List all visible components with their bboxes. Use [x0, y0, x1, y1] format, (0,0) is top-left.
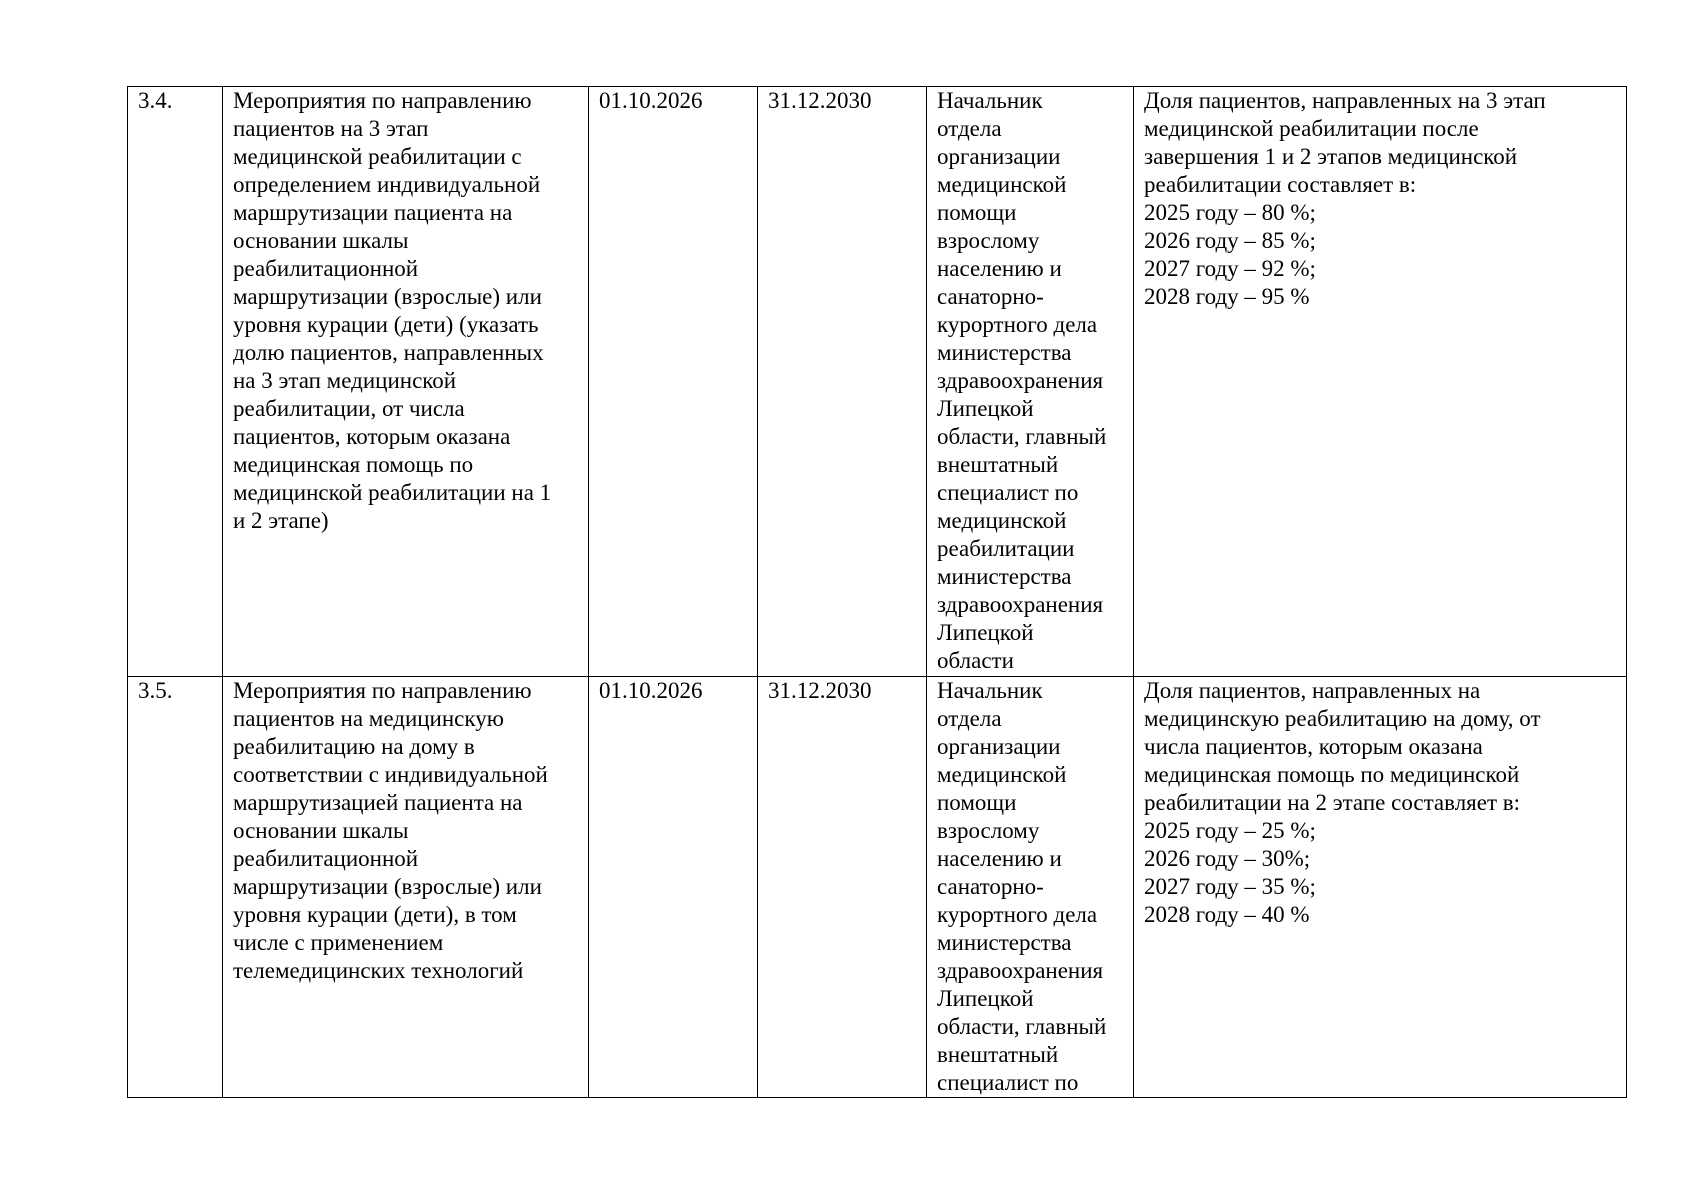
responsible-text: Начальник отдела организации медицинской помощи взрослому населению и санаторно- курортного дела министерства здравоохранения Липецкой области, главный внештатный специалист по медицинской реабилитации министерства здравоохранения Липецкой области — [937, 88, 1107, 673]
item-number-cell — [128, 677, 223, 1098]
start-date-cell — [589, 87, 758, 677]
indicator-text: Доля пациентов, направленных на 3 этап медицинской реабилитации после завершения 1 и 2 этапов медицинской реабилитации составляет в: 2025 году – 80 %; 2026 году – 85 %; 2027 году – 92 %; 2028 году – 95 % — [1144, 88, 1546, 309]
indicator-text: Доля пациентов, направленных на медицинскую реабилитацию на дому, от числа пациентов, которым оказана медицинская помощь по медицинской реабилитации на 2 этапе составляет в: 2025 году – 25 %; 2026 году – 30%; 2027 году – 35 %; 2028 году – 40 % — [1144, 678, 1541, 927]
activity-cell — [223, 677, 589, 1098]
start-date: 01.10.2026 — [599, 88, 703, 113]
responsible-text: Начальник отдела организации медицинской помощи взрослому населению и санаторно- курортного дела министерства здравоохранения Липецкой области, главный внештатный специалист по — [937, 678, 1107, 1095]
end-date: 31.12.2030 — [768, 88, 872, 113]
activity-cell — [223, 87, 589, 677]
end-date-cell — [758, 677, 927, 1098]
start-date: 01.10.2026 — [599, 678, 703, 703]
item-number: 3.4. — [138, 88, 173, 113]
item-number-cell — [128, 87, 223, 677]
end-date-cell — [758, 87, 927, 677]
responsible-cell — [927, 87, 1134, 677]
table-row — [128, 677, 1627, 1098]
start-date-cell — [589, 677, 758, 1098]
activity-text: Мероприятия по направлению пациентов на медицинскую реабилитацию на дому в соответствии с индивидуальной маршрутизацией пациента на основании шкалы реабилитационной маршрутизации (взрослые) или уровня курации (дети), в том числе с применением телемедицинских технологий — [233, 678, 548, 983]
activities-table — [127, 86, 1627, 1098]
table-row — [128, 87, 1627, 677]
item-number: 3.5. — [138, 678, 173, 703]
indicator-cell — [1134, 87, 1627, 677]
indicator-cell — [1134, 677, 1627, 1098]
responsible-cell — [927, 677, 1134, 1098]
activity-text: Мероприятия по направлению пациентов на 3 этап медицинской реабилитации с определением индивидуальной маршрутизации пациента на основании шкалы реабилитационной маршрутизации (взрослые) или уровня курации (дети) (указать долю пациентов, направленных на 3 этап медицинской реабилитации, от числа пациентов, которым оказана медицинская помощь по медицинской реабилитации на 1 и 2 этапе) — [233, 88, 552, 533]
end-date: 31.12.2030 — [768, 678, 872, 703]
